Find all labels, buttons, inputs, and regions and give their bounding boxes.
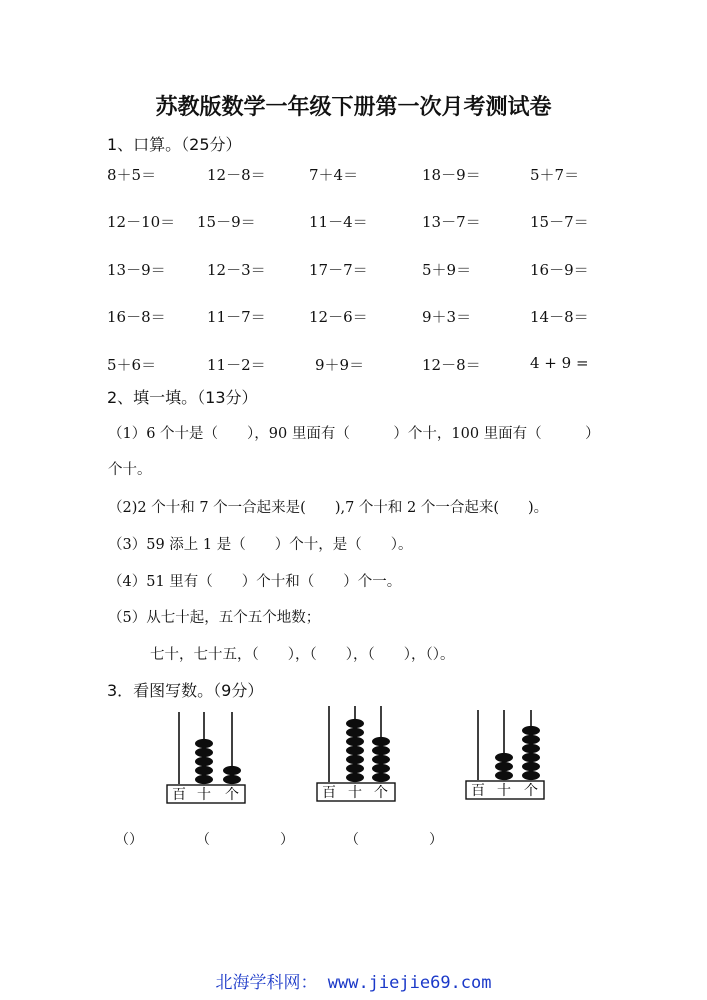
abacus-bead <box>195 739 213 748</box>
abacus-bead <box>495 771 513 780</box>
label-ones: 个 <box>374 785 388 801</box>
fill-question-5: （5）从七十起，五个五个地数； <box>108 610 321 626</box>
calc-item: 8＋5＝ <box>107 166 157 184</box>
calc-item: 4 + 9 = <box>530 354 589 372</box>
abacus-bead <box>346 719 364 728</box>
calc-item: 9＋3＝ <box>422 308 472 326</box>
answer-blank-3: （ ） <box>345 832 443 848</box>
abacus-bead <box>195 766 213 775</box>
label-tens: 十 <box>197 787 211 803</box>
calc-item: 5＋9＝ <box>422 261 472 279</box>
abacus-bead <box>195 748 213 757</box>
label-hundreds: 百 <box>322 785 336 801</box>
abacus-1-figure <box>164 700 254 810</box>
abacus-2 <box>314 700 404 810</box>
calc-item: 13－9＝ <box>107 261 166 279</box>
abacus-bead <box>346 728 364 737</box>
abacus-bead <box>522 753 540 762</box>
calc-item: 5＋7＝ <box>530 166 580 184</box>
calc-item: 9＋9＝ <box>315 356 365 374</box>
calc-item: 12－10＝ <box>107 213 176 231</box>
abacus-bead <box>495 762 513 771</box>
calc-item: 12－8＝ <box>422 356 481 374</box>
fill-question-5-sequence: 七十，七十五，（ ），（ ），（ ），（）。 <box>150 647 455 663</box>
abacus-bead <box>372 755 390 764</box>
abacus-bead <box>223 775 241 784</box>
label-hundreds: 百 <box>172 787 186 803</box>
calc-item: 7＋4＝ <box>309 166 359 184</box>
calc-item: 18－9＝ <box>422 166 481 184</box>
abacus-bead <box>372 737 390 746</box>
fill-question-1: （1）6 个十是（ ），90 里面有（ ）个十，100 里面有（ ） <box>108 426 600 442</box>
label-ones: 个 <box>225 787 239 803</box>
page-title: 苏教版数学一年级下册第一次月考测试卷 <box>155 95 552 120</box>
abacus-bead <box>195 775 213 784</box>
calc-item: 5＋6＝ <box>107 356 157 374</box>
section-2-heading: 2、填一填。（13分） <box>107 388 258 407</box>
label-hundreds: 百 <box>471 783 485 799</box>
label-ones: 个 <box>524 783 538 799</box>
calc-item: 12－6＝ <box>309 308 368 326</box>
abacus-bead <box>346 737 364 746</box>
section-3-heading: 3．看图写数。（9分） <box>107 681 264 700</box>
abacus-bead <box>372 746 390 755</box>
abacus-bead <box>522 762 540 771</box>
label-tens: 十 <box>348 785 362 801</box>
fill-question-3: （3）59 添上 1 是（ ）个十，是（ ）。 <box>108 537 413 553</box>
abacus-bead <box>346 746 364 755</box>
abacus-bead <box>522 735 540 744</box>
abacus-bead <box>522 726 540 735</box>
calc-item: 16－9＝ <box>530 261 589 279</box>
abacus-1 <box>164 700 254 810</box>
abacus-bead <box>346 773 364 782</box>
abacus-bead <box>223 766 241 775</box>
calc-item: 17－7＝ <box>309 261 368 279</box>
answer-blank-2: （ ） <box>196 832 294 848</box>
calc-item: 11－2＝ <box>207 356 266 374</box>
label-tens: 十 <box>497 783 511 799</box>
abacus-bead <box>372 764 390 773</box>
abacus-bead <box>495 753 513 762</box>
abacus-bead <box>372 773 390 782</box>
calc-item: 12－3＝ <box>207 261 266 279</box>
calc-item: 12－8＝ <box>207 166 266 184</box>
section-1-heading: 1、口算。（25分） <box>107 135 242 154</box>
fill-question-1-cont: 个十。 <box>108 462 152 478</box>
answer-blank-1: （） <box>115 832 143 848</box>
abacus-3 <box>462 700 552 810</box>
fill-question-2: （2)2 个十和 7 个一合起来是( ),7 个十和 2 个一合起来( )。 <box>108 500 549 516</box>
abacus-bead <box>522 744 540 753</box>
abacus-bead <box>195 757 213 766</box>
abacus-bead <box>346 755 364 764</box>
abacus-3-figure <box>462 700 552 810</box>
calc-item: 15－7＝ <box>530 213 589 231</box>
calc-item: 13－7＝ <box>422 213 481 231</box>
abacus-bead <box>522 771 540 780</box>
abacus-bead <box>346 764 364 773</box>
calc-item: 14－8＝ <box>530 308 589 326</box>
fill-question-4: （4）51 里有（ ）个十和（ ）个一。 <box>108 574 402 590</box>
footer-website: 北海学科网： www.jiejie69.com <box>215 973 492 993</box>
calc-item: 16－8＝ <box>107 308 166 326</box>
abacus-2-figure <box>314 700 404 810</box>
calc-item: 11－7＝ <box>207 308 266 326</box>
calc-item: 11－4＝ <box>309 213 368 231</box>
calc-item: 15－9＝ <box>197 213 256 231</box>
